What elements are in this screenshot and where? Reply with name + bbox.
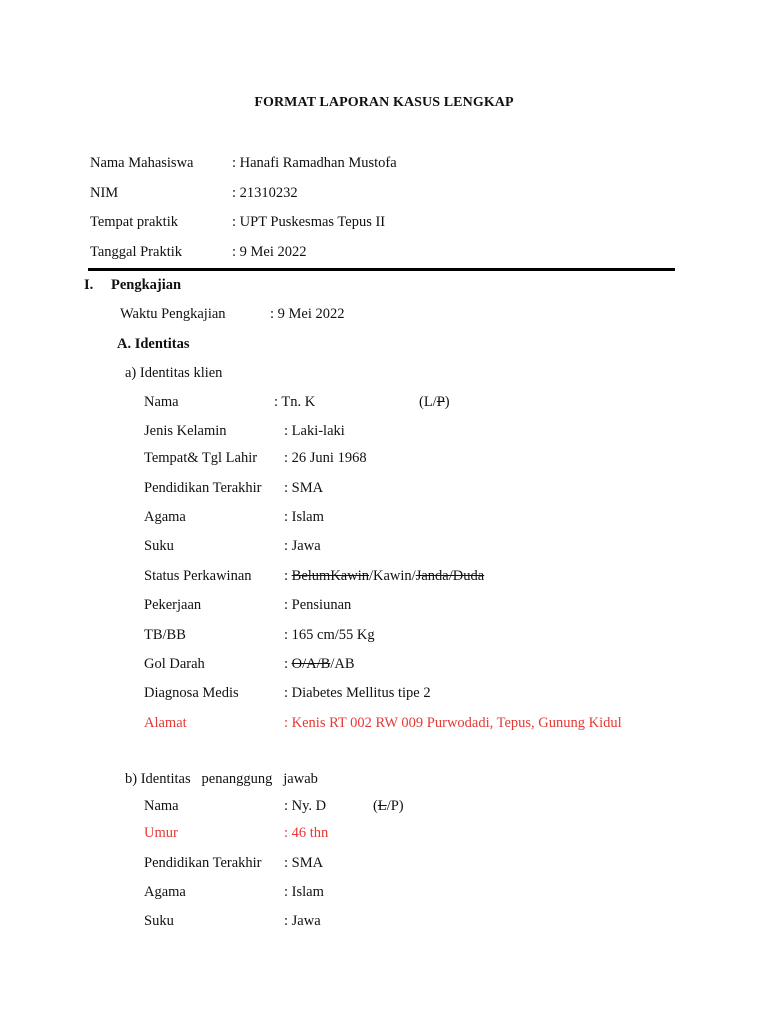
client-address-label: Alamat xyxy=(144,715,187,731)
client-height-weight-value: : 165 cm/55 Kg xyxy=(284,627,375,643)
section-title: Pengkajian xyxy=(111,277,182,293)
client-birth-label: Tempat& Tgl Lahir xyxy=(144,450,258,466)
nim-label: NIM xyxy=(90,185,119,201)
guardian-education-label: Pendidikan Terakhir xyxy=(144,855,262,871)
client-job-value: : Pensiunan xyxy=(284,597,352,613)
guardian-ethnicity-label: Suku xyxy=(144,913,174,929)
guardian-age-value: : 46 thn xyxy=(284,825,329,841)
guardian-ethnicity-value: : Jawa xyxy=(284,913,321,929)
student-name-label: Nama Mahasiswa xyxy=(90,155,194,171)
client-gender: (L/P) xyxy=(419,394,450,410)
guardian-education-value: : SMA xyxy=(284,855,324,871)
client-education-label: Pendidikan Terakhir xyxy=(144,480,262,496)
document-title: FORMAT LAPORAN KASUS LENGKAP xyxy=(254,95,514,110)
client-sex-value: : Laki-laki xyxy=(284,423,345,439)
client-diagnosis-label: Diagnosa Medis xyxy=(144,685,239,701)
student-name-value: : Hanafi Ramadhan Mustofa xyxy=(232,155,397,171)
client-birth-value: : 26 Juni 1968 xyxy=(284,450,367,466)
practice-date-label: Tanggal Praktik xyxy=(90,244,183,260)
practice-place-value: : UPT Puskesmas Tepus II xyxy=(232,214,386,230)
client-marital-value: : BelumKawin/Kawin/Janda/Duda xyxy=(284,568,485,584)
client-religion-label: Agama xyxy=(144,509,186,525)
client-education-value: : SMA xyxy=(284,480,324,496)
guardian-identity-heading: b) Identitas penanggung jawab xyxy=(125,771,318,787)
assessment-time-label: Waktu Pengkajian xyxy=(120,306,226,322)
guardian-religion-value: : Islam xyxy=(284,884,324,900)
guardian-age-label: Umur xyxy=(144,825,178,841)
client-ethnicity-value: : Jawa xyxy=(284,538,321,554)
header-divider xyxy=(88,268,675,271)
assessment-time-value: : 9 Mei 2022 xyxy=(270,306,345,322)
client-ethnicity-label: Suku xyxy=(144,538,174,554)
client-blood-type-label: Gol Darah xyxy=(144,656,205,672)
guardian-name-value: : Ny. D xyxy=(284,798,327,814)
client-job-label: Pekerjaan xyxy=(144,597,202,613)
client-sex-label: Jenis Kelamin xyxy=(144,423,227,439)
client-religion-value: : Islam xyxy=(284,509,324,525)
client-name-value: : Tn. K xyxy=(274,394,316,410)
practice-place-label: Tempat praktik xyxy=(90,214,178,230)
section-number: I. xyxy=(84,277,94,293)
client-blood-type-value: : O/A/B/AB xyxy=(284,656,355,672)
nim-value: : 21310232 xyxy=(232,185,298,201)
practice-date-value: : 9 Mei 2022 xyxy=(232,244,307,260)
guardian-name-label: Nama xyxy=(144,798,179,814)
client-height-weight-label: TB/BB xyxy=(144,627,186,643)
client-name-label: Nama xyxy=(144,394,179,410)
guardian-gender: (L/P) xyxy=(373,798,404,814)
client-marital-label: Status Perkawinan xyxy=(144,568,252,584)
subsection-identity: A. Identitas xyxy=(117,336,190,352)
client-identity-heading: a) Identitas klien xyxy=(125,365,223,381)
client-diagnosis-value: : Diabetes Mellitus tipe 2 xyxy=(284,685,431,701)
client-address-value: : Kenis RT 002 RW 009 Purwodadi, Tepus, Gunung Kidul xyxy=(284,715,622,731)
guardian-religion-label: Agama xyxy=(144,884,186,900)
